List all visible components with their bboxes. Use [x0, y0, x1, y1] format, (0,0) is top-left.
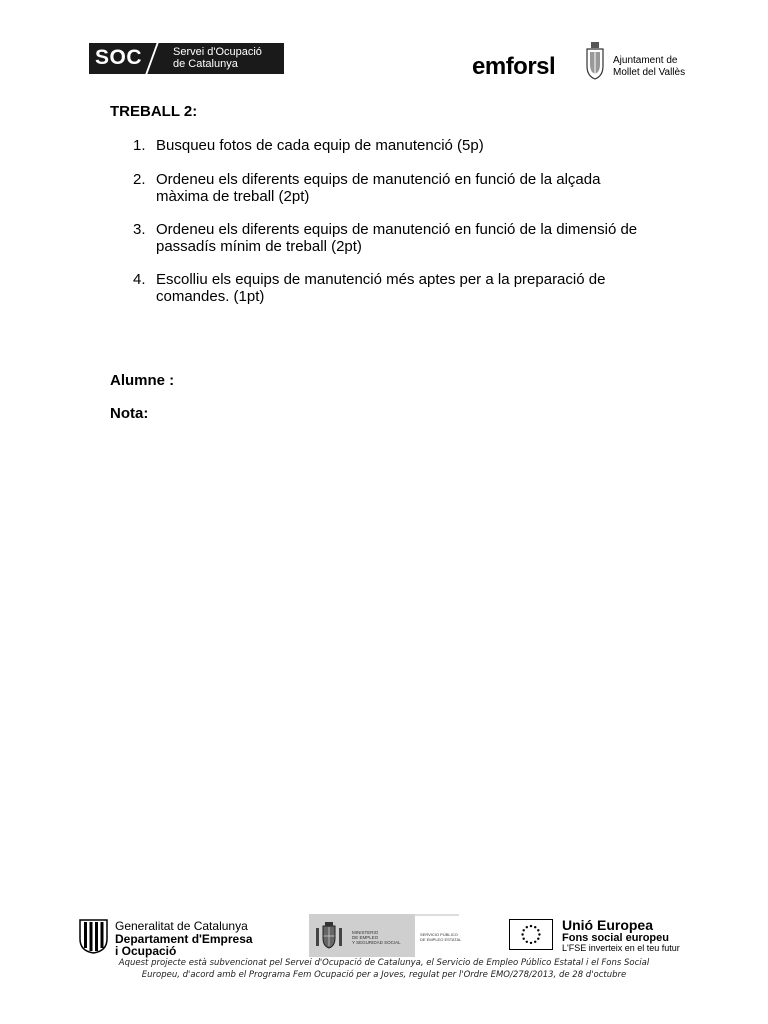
- task-item: [133, 271, 673, 305]
- ue-line3: L'FSE inverteix en el teu futur: [562, 943, 680, 953]
- grade-label: Nota:: [110, 405, 149, 422]
- generalitat-line1: Generalitat de Catalunya: [115, 919, 248, 933]
- ministerio-divider: [415, 914, 459, 916]
- eu-flag-icon: [509, 919, 553, 950]
- generalitat-line3: i Ocupació: [115, 944, 177, 958]
- task-line: Ordeneu els diferents equips de manutenció en funció de la alçada: [156, 171, 601, 188]
- task-text: [156, 171, 676, 205]
- ajuntament-logo-line1: Ajuntament de: [613, 55, 678, 66]
- generalitat-logo: [79, 918, 269, 956]
- emforsl-logo-text: emforsl: [472, 53, 556, 80]
- task-item: [133, 137, 673, 154]
- ministerio-line3: Y SEGURIDAD SOCIAL: [352, 940, 401, 945]
- task-number: 1.: [133, 137, 146, 154]
- task-line: Busqueu fotos de cada equip de manutenció (5p): [156, 137, 484, 154]
- footer-note-line1: Aquest projecte està subvencionat pel Servei d'Ocupació de Catalunya, el Servicio de Empleo Público Estatal i el Fons Social: [118, 958, 650, 968]
- task-text: [156, 221, 676, 255]
- task-line: comandes. (1pt): [156, 288, 265, 305]
- crest-icon: [584, 42, 606, 80]
- spain-coat-of-arms-icon: [315, 922, 343, 950]
- footer-note-line2: Europeu, d'acord amb el Programa Fem Ocupació per a Joves, regulat per l'Ordre EMO/278/2013, de 28 d'octubre: [141, 970, 627, 980]
- task-line: Escolliu els equips de manutenció més aptes per a la preparació de: [156, 271, 606, 288]
- task-item: [133, 171, 673, 205]
- senyera-shield-icon: [79, 919, 108, 954]
- footer-funding-note: [100, 957, 668, 981]
- task-item: [133, 221, 673, 255]
- task-text: [156, 271, 676, 305]
- ue-line2: Fons social europeu: [562, 932, 669, 944]
- ajuntament-logo: [584, 42, 694, 82]
- task-line: màxima de treball (2pt): [156, 188, 310, 205]
- ministerio-logo: [309, 914, 462, 957]
- ministerio-line2: DE EMPLEO: [352, 935, 379, 940]
- soc-logo-line1: Servei d'Ocupació: [173, 46, 262, 58]
- ajuntament-logo-line2: Mollet del Vallès: [613, 67, 686, 78]
- task-text: [156, 137, 676, 154]
- soc-logo-line2: de Catalunya: [173, 58, 238, 70]
- ue-logo: [509, 918, 684, 954]
- task-number: 3.: [133, 221, 146, 238]
- task-number: 2.: [133, 171, 146, 188]
- task-line: Ordeneu els diferents equips de manutenció en funció de la dimensió de: [156, 221, 638, 238]
- soc-logo-slash: [145, 43, 158, 74]
- task-number: 4.: [133, 271, 146, 288]
- ministerio-line1: MINISTERIO: [352, 930, 379, 935]
- sepe-line2: DE EMPLEO ESTATAL: [420, 937, 462, 942]
- soc-logo: [89, 43, 284, 74]
- emforsl-logo: [472, 46, 570, 80]
- task-line: passadís mínim de treball (2pt): [156, 238, 362, 255]
- student-label: Alumne :: [110, 372, 175, 389]
- ue-line1: Unió Europea: [562, 918, 654, 933]
- generalitat-line2: Departament d'Empresa: [115, 932, 253, 946]
- sepe-line1: SERVICIO PÚBLICO: [420, 932, 458, 937]
- soc-logo-mark: SOC: [95, 46, 143, 69]
- document-title: TREBALL 2:: [110, 103, 198, 120]
